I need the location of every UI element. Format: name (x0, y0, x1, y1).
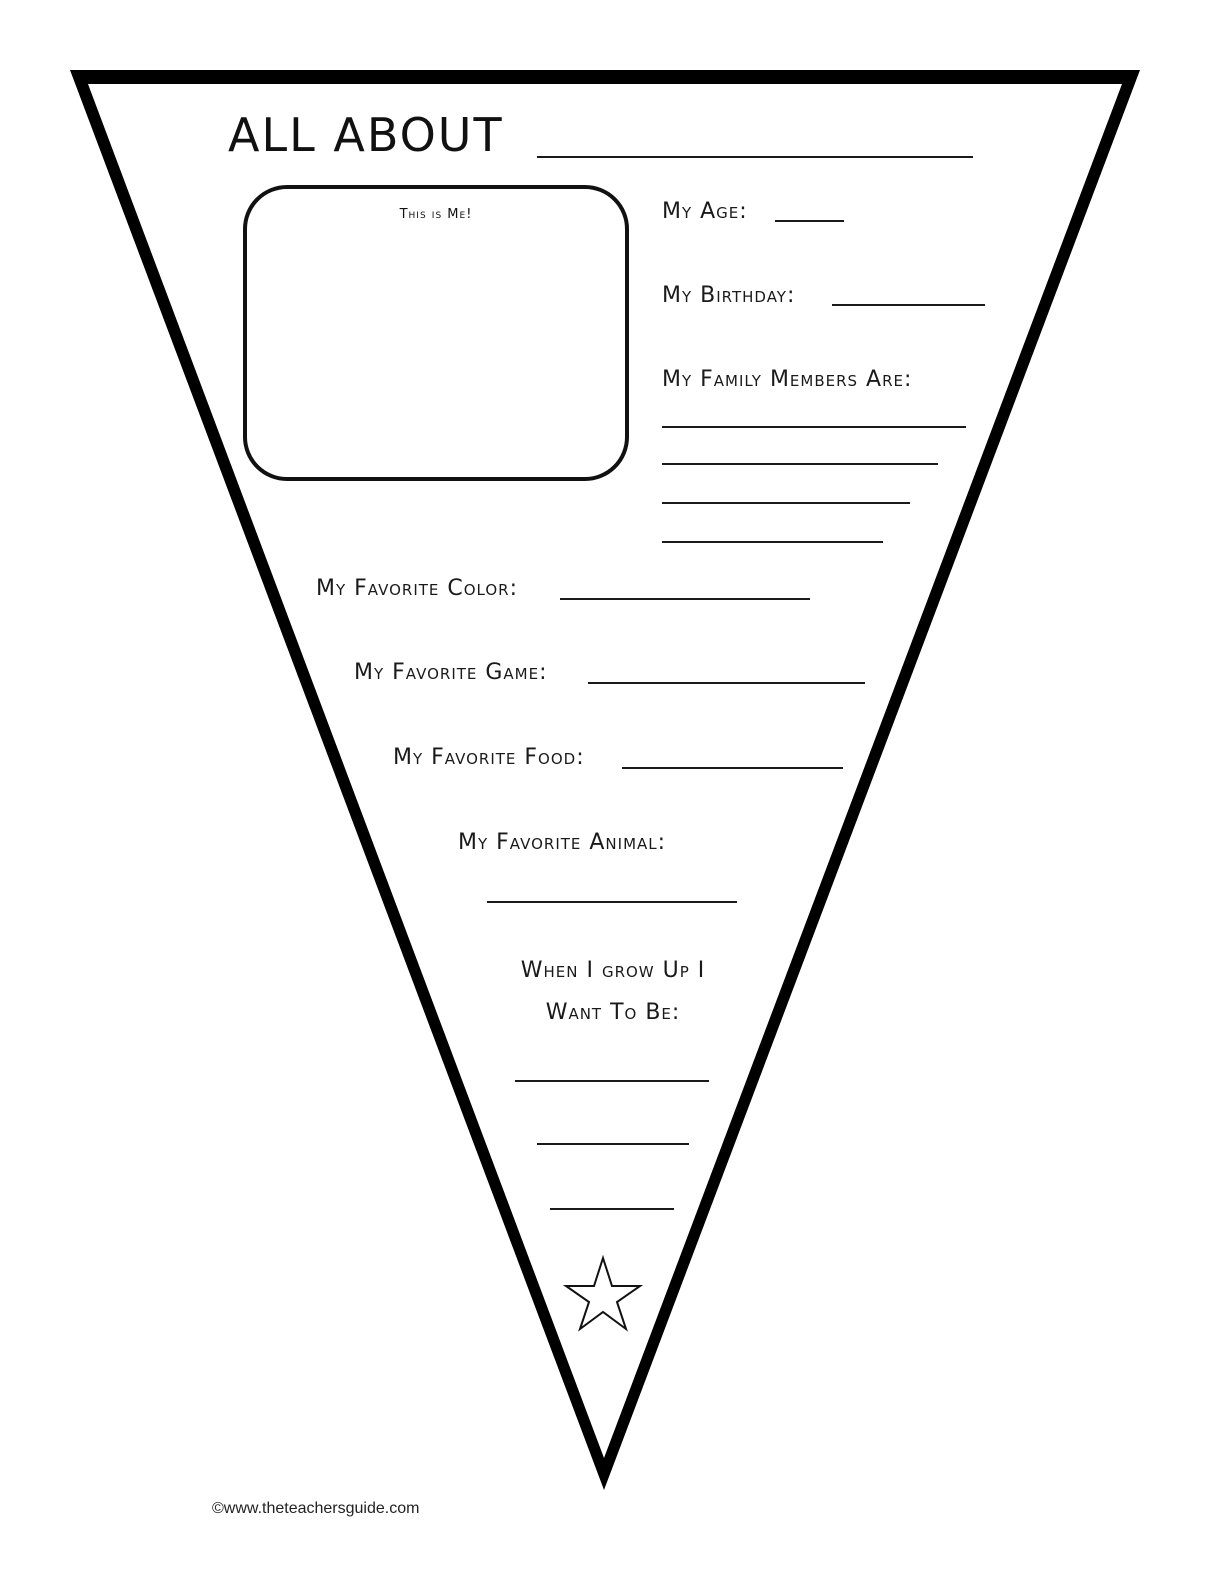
grow-up-line-3 (550, 1208, 674, 1210)
family-line-4 (662, 541, 883, 543)
animal-line (487, 901, 737, 903)
animal-label: My Favorite Animal: (458, 830, 667, 855)
birthday-label: My Birthday: (662, 283, 796, 308)
grow-up-line-1 (515, 1080, 709, 1082)
photo-caption: This is Me! (399, 207, 473, 222)
food-label: My Favorite Food: (393, 745, 585, 770)
age-line (775, 220, 844, 222)
age-label: My Age: (662, 199, 748, 224)
game-line (588, 682, 865, 684)
birthday-line (832, 304, 985, 306)
color-label: My Favorite Color: (316, 576, 519, 601)
page-title: ALL ABOUT (228, 108, 504, 162)
grow-up-label-line2: Want To Be: (545, 1000, 681, 1025)
copyright-footer: ©www.theteachersguide.com (212, 1500, 420, 1517)
food-line (622, 767, 843, 769)
photo-box (243, 185, 629, 481)
family-line-3 (662, 502, 910, 504)
color-line (560, 598, 810, 600)
family-label: My Family Members Are: (662, 367, 913, 392)
grow-up-label-line1: When I grow Up I (520, 958, 706, 983)
family-line-2 (662, 463, 938, 465)
family-line-1 (662, 426, 966, 428)
game-label: My Favorite Game: (354, 660, 548, 685)
name-line (537, 156, 973, 158)
grow-up-line-2 (537, 1143, 689, 1145)
